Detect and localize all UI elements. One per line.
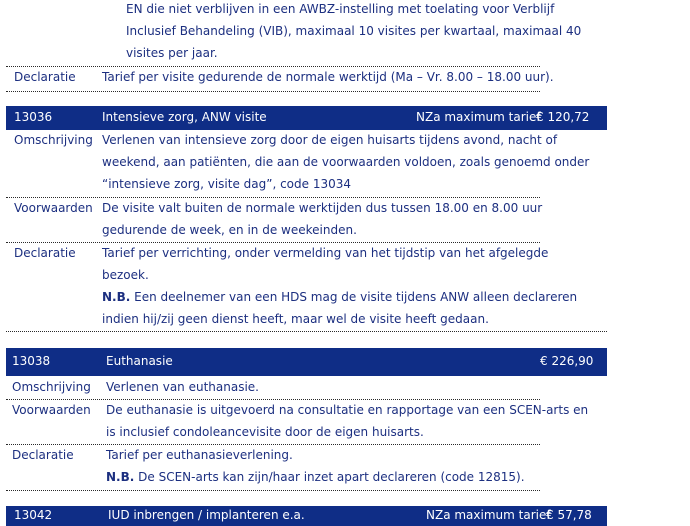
divider bbox=[6, 91, 540, 92]
voorwaarden-label: Voorwaarden bbox=[12, 403, 91, 417]
voorwaarden-line: De euthanasie is uitgevoerd na consultatie en rapportage van een SCEN-arts en bbox=[106, 403, 589, 417]
top-line-3: visites per jaar. bbox=[126, 46, 218, 60]
nb-label: N.B. bbox=[102, 290, 131, 304]
section-header-13042 bbox=[6, 506, 607, 526]
voorwaarden-line: De visite valt buiten de normale werktijden dus tussen 18.00 en 8.00 uur bbox=[102, 201, 543, 215]
top-line-1: EN die niet verblijven in een AWBZ-instelling met toelating voor Verblijf bbox=[126, 2, 555, 16]
section-price: € 120,72 bbox=[536, 110, 590, 124]
divider bbox=[6, 490, 540, 491]
divider bbox=[6, 331, 607, 332]
voorwaarden-line: gedurende de week, en in de weekeinden. bbox=[102, 223, 357, 237]
divider bbox=[6, 197, 540, 198]
top-line-2: Inclusief Behandeling (VIB), maximaal 10 visites per kwartaal, maximaal 40 bbox=[126, 24, 582, 38]
section-price: € 226,90 bbox=[540, 354, 594, 368]
section-price: € 57,78 bbox=[546, 508, 592, 522]
section-header-13038 bbox=[6, 348, 607, 376]
divider bbox=[6, 399, 540, 400]
tariff-label: NZa maximum tarief bbox=[426, 508, 551, 522]
voorwaarden-label: Voorwaarden bbox=[14, 201, 93, 215]
top-declaratie-text: Tarief per visite gedurende de normale werktijd (Ma – Vr. 8.00 – 18.00 uur). bbox=[102, 70, 554, 84]
tariff-label: NZa maximum tarief bbox=[416, 110, 541, 124]
nb-text: De SCEN-arts kan zijn/haar inzet apart declareren (code 12815). bbox=[138, 470, 525, 484]
section-title: Intensieve zorg, ANW visite bbox=[102, 110, 267, 124]
divider bbox=[6, 242, 540, 243]
declaratie-label: Declaratie bbox=[14, 246, 76, 260]
omschrijving-line: weekend, aan patiënten, die aan de voorwaarden voldoen, zoals genoemd onder bbox=[102, 155, 590, 169]
nb-label: N.B. bbox=[106, 470, 135, 484]
section-code: 13042 bbox=[14, 508, 53, 522]
section-code: 13038 bbox=[12, 354, 51, 368]
omschrijving-line: Verlenen van intensieve zorg door de eigen huisarts tijdens avond, nacht of bbox=[102, 133, 558, 147]
declaratie-line: Tarief per euthanasieverlening. bbox=[106, 448, 293, 462]
section-code: 13036 bbox=[14, 110, 53, 124]
nb-line: indien hij/zij geen dienst heeft, maar wel de visite heeft gedaan. bbox=[102, 312, 489, 326]
divider bbox=[6, 66, 540, 67]
declaratie-label: Declaratie bbox=[12, 448, 74, 462]
nb-line bbox=[106, 470, 525, 484]
declaratie-line: Tarief per verrichting, onder vermelding van het tijdstip van het afgelegde bbox=[102, 246, 549, 260]
voorwaarden-line: is inclusief condoleancevisite door de eigen huisarts. bbox=[106, 425, 424, 439]
omschrijving-label: Omschrijving bbox=[12, 380, 91, 394]
omschrijving-label: Omschrijving bbox=[14, 133, 93, 147]
omschrijving-line: “intensieve zorg, visite dag”, code 13034 bbox=[102, 177, 352, 191]
nb-line bbox=[102, 290, 577, 304]
top-declaratie-label: Declaratie bbox=[14, 70, 76, 84]
section-title: IUD inbrengen / implanteren e.a. bbox=[108, 508, 305, 522]
section-header-13036 bbox=[6, 106, 607, 130]
nb-text: Een deelnemer van een HDS mag de visite tijdens ANW alleen declareren bbox=[134, 290, 578, 304]
section-title: Euthanasie bbox=[106, 354, 173, 368]
declaratie-line: bezoek. bbox=[102, 268, 149, 282]
divider bbox=[6, 444, 540, 445]
omschrijving-line: Verlenen van euthanasie. bbox=[106, 380, 259, 394]
